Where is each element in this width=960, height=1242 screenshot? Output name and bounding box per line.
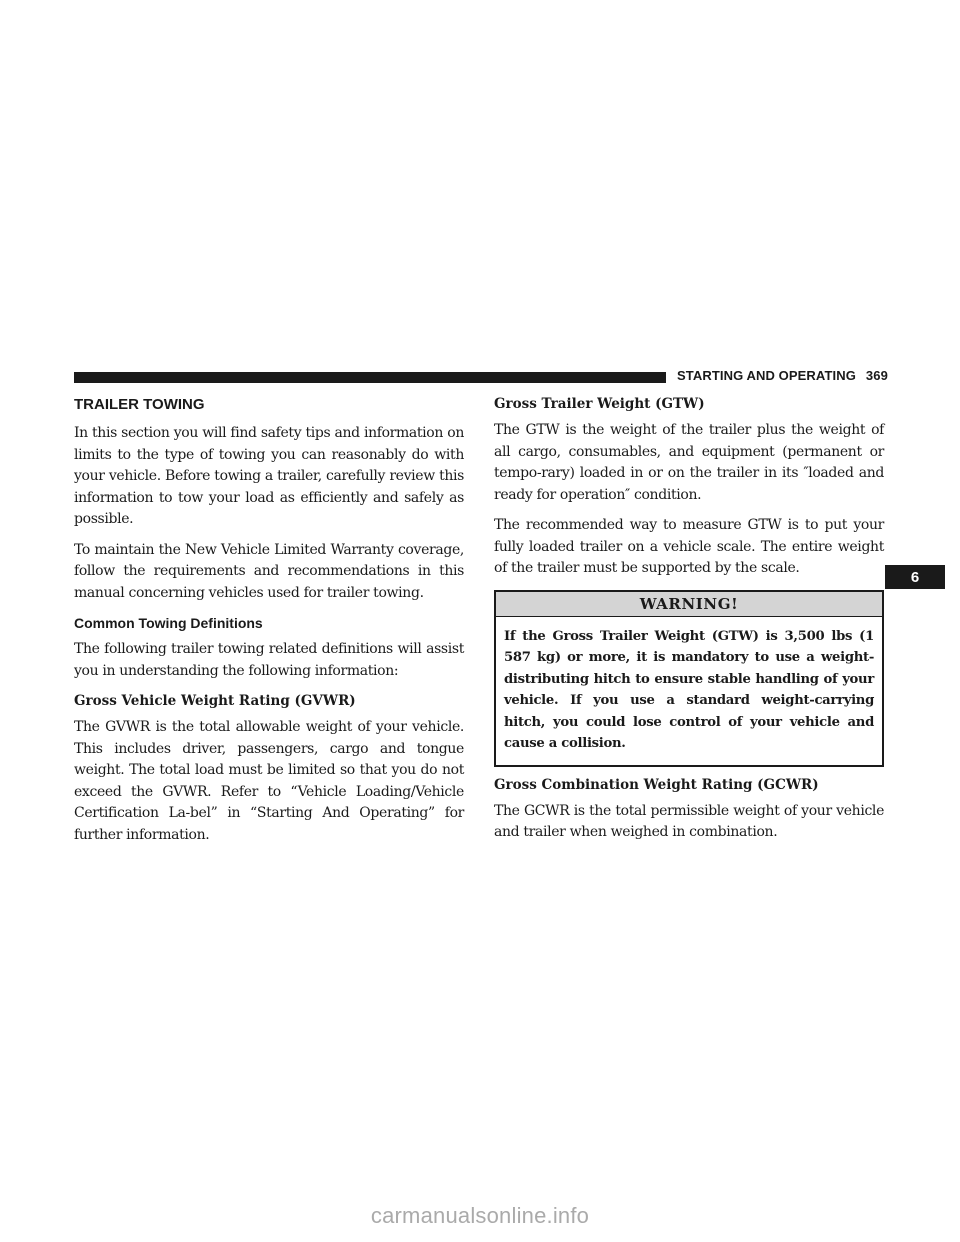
intro-paragraph-1: In this section you will find safety tips and information on limits to the type of towing you can reasonably do with your vehicle. Before towing a trailer, carefully review this information to tow your load as efficiently and safely as possible.: [74, 425, 464, 527]
warning-text: If the Gross Trailer Weight (GTW) is 3,500 lbs (1 587 kg) or more, it is mandatory to use a weight-distributing hitch to ensure stable handling of your vehicle. If you use a standard weight-carrying hitch, you could lose control of your vehicle and cause a collision.: [504, 628, 874, 751]
section-title: TRAILER TOWING: [74, 396, 205, 413]
gtw-paragraph: The GTW is the weight of the trailer plus the weight of all cargo, consumables, and equipment (permanent or tempo-rary) loaded in or on the trailer in its ″loaded and ready for operation″ condition.: [494, 422, 884, 503]
gcwr-paragraph: The GCWR is the total permissible weight of your vehicle and trailer when weighed in combination.: [494, 802, 884, 840]
header-rule: [74, 372, 666, 383]
definitions-intro: The following trailer towing related definitions will assist you in understanding the following information:: [74, 641, 464, 679]
gtw-heading: Gross Trailer Weight (GTW): [494, 396, 705, 412]
gtw-measure-paragraph: The recommended way to measure GTW is to put your fully loaded trailer on a vehicle scale. The entire weight of the trailer must be supported by the scale.: [494, 517, 884, 576]
intro-paragraph-2: To maintain the New Vehicle Limited Warranty coverage, follow the requirements and recommendations in this manual concerning vehicles used for trailer towing.: [74, 541, 464, 601]
header-section: STARTING AND OPERATING: [677, 368, 856, 383]
left-column: [74, 390, 464, 855]
page-number: 369: [865, 368, 888, 383]
gcwr-heading: Gross Combination Weight Rating (GCWR): [494, 776, 819, 793]
watermark: carmanualsonline.info: [370, 1203, 590, 1228]
gvwr-heading: Gross Vehicle Weight Rating (GVWR): [74, 693, 356, 709]
right-column: [494, 390, 884, 853]
definitions-heading: Common Towing Definitions: [74, 615, 263, 631]
warning-box: [494, 590, 884, 767]
running-header: [677, 368, 888, 383]
gvwr-paragraph: The GVWR is the total allowable weight of your vehicle. This includes driver, passengers, cargo and tongue weight. The total load must be limited so that you do not exceed the GVWR. Refer to “Vehicle Loading/Vehicle Certification La-bel” in “Starting And Operating” for further information.: [74, 719, 464, 843]
warning-title: WARNING!: [496, 592, 882, 617]
chapter-tab: 6: [885, 565, 945, 589]
